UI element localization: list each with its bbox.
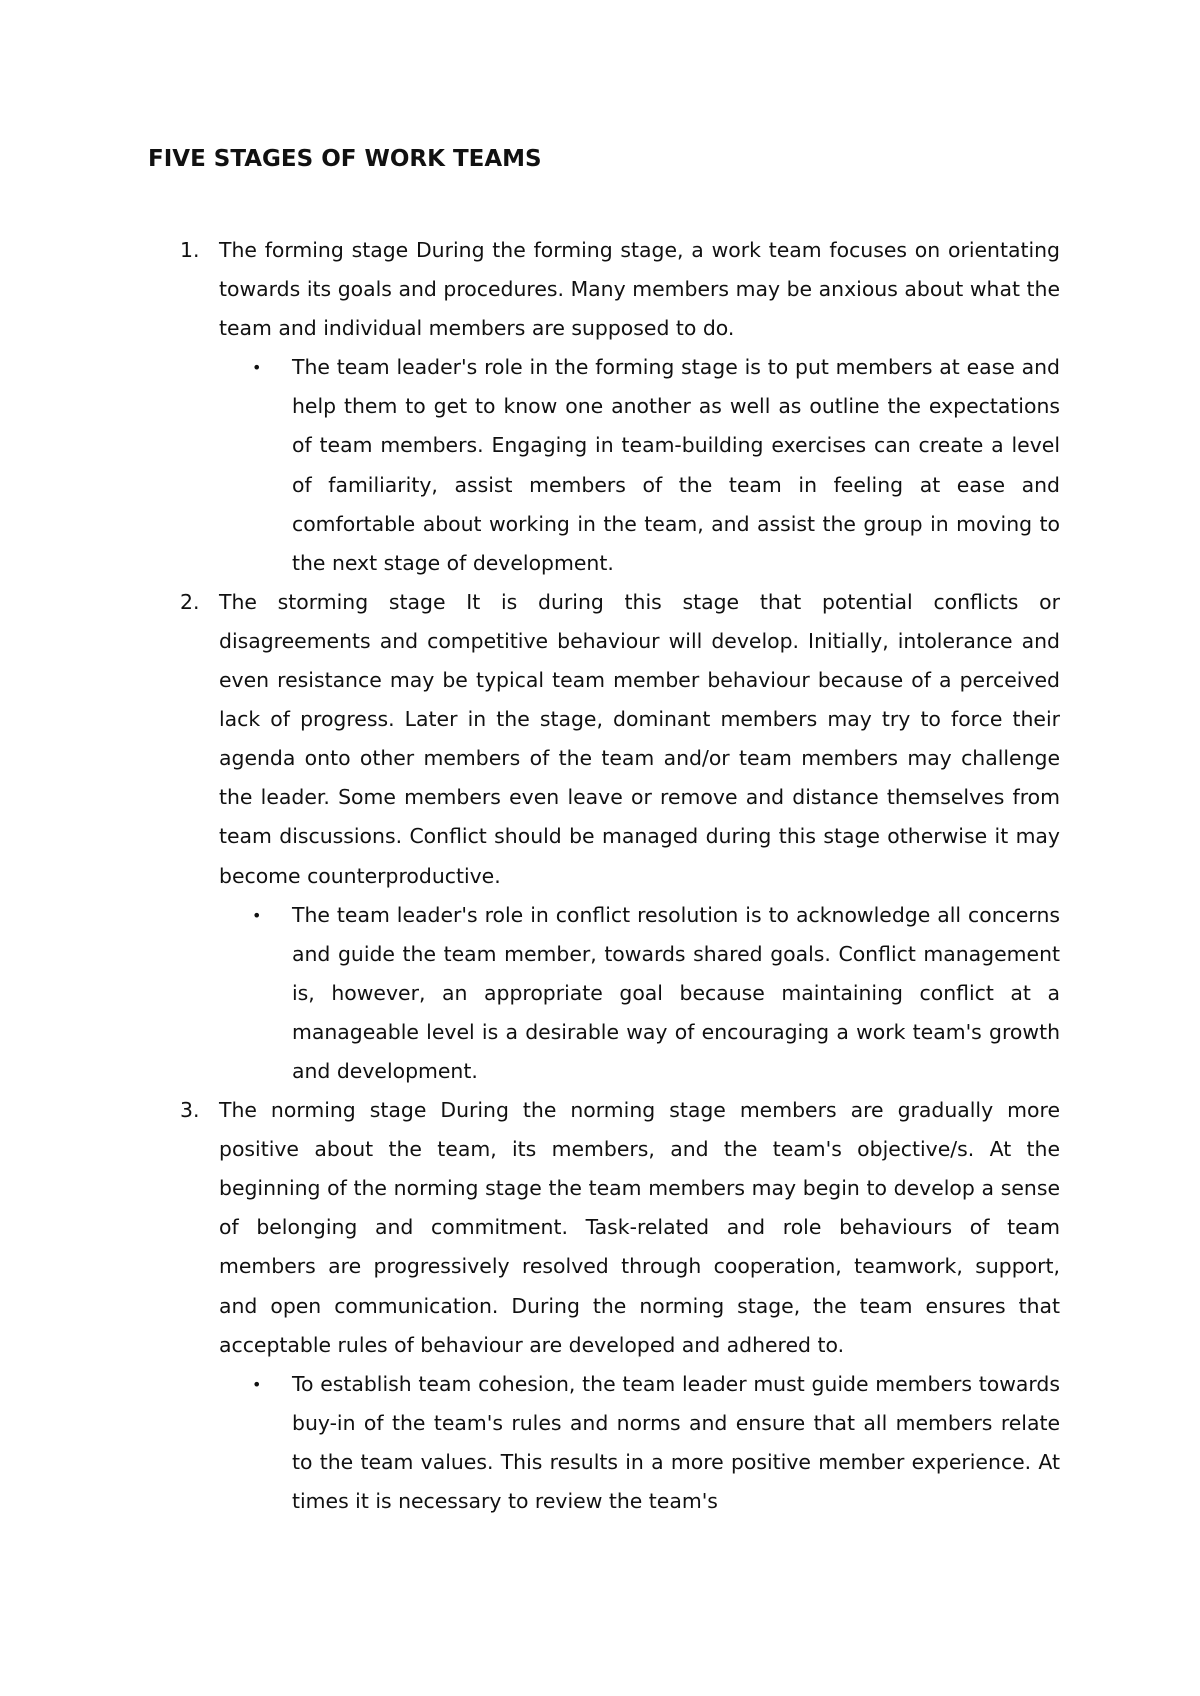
bullet-item-3 — [148, 1365, 1060, 1521]
list-item-number: 1. — [180, 238, 200, 262]
bullet-icon: • — [252, 358, 262, 378]
list-item-number: 3. — [180, 1098, 200, 1123]
bullet-text: To establish team cohesion, the team leader must guide members towards buy-in of the team's rules and norms and ensure that all members relate to the team values. This results in a more positive member experience. At times it is necessary to review the team's — [292, 1371, 1060, 1513]
list-item-2 — [148, 583, 1060, 896]
bullet-text: The team leader's role in conflict resolution is to acknowledge all concerns and guide the team member, towards shared goals. Conflict management is, however, an appropriate goal because maintaining conflict at a manageable level is a desirable way of encouraging a work team's growth and development. — [292, 902, 1060, 1083]
bullet-item-1 — [148, 348, 1060, 583]
bullet-icon: • — [252, 905, 262, 925]
list-item-text: The norming stage During the norming stage members are gradually more positive about the team, its members, and the team's objective/s. At the beginning of the norming stage the team members may begin to develop a sense of belonging and commitment. Task-related and role behaviours of team members are progressively resolved through cooperation, teamwork, support, and open communication. During the norming stage, the team ensures that acceptable rules of behaviour are developed and adhered to. — [219, 1098, 1060, 1357]
list-item-number: 2. — [180, 589, 200, 614]
bullet-item-2 — [148, 896, 1060, 1091]
bullet-text: The team leader's role in the forming stage is to put members at ease and help them to get to know one another as well as outline the expectations of team members. Engaging in team-building exercises can create a level of familiarity, assist members of the team in feeling at ease and comfortable about working in the team, and assist the group in moving to the next stage of development. — [292, 355, 1060, 575]
list-item-text: The forming stage During the forming stage, a work team focuses on orientating towards its goals and procedures. Many members may be anxious about what the team and individual members are supposed to do. — [219, 238, 1060, 341]
list-item-1 — [148, 231, 1060, 348]
stages-list — [148, 231, 1060, 1521]
list-item-text: The storming stage It is during this stage that potential conflicts or disagreements and competitive behaviour will develop. Initially, intolerance and even resistance may be typical team member behaviour because of a perceived lack of progress. Later in the stage, dominant members may try to force their agenda onto other members of the team and/or team members may challenge the leader. Some members even leave or remove and distance themselves from team discussions. Conflict should be managed during this stage otherwise it may become counterproductive. — [219, 589, 1060, 888]
bullet-icon: • — [252, 1374, 262, 1394]
list-item-3 — [148, 1091, 1060, 1365]
document-title: FIVE STAGES OF WORK TEAMS — [148, 146, 542, 172]
